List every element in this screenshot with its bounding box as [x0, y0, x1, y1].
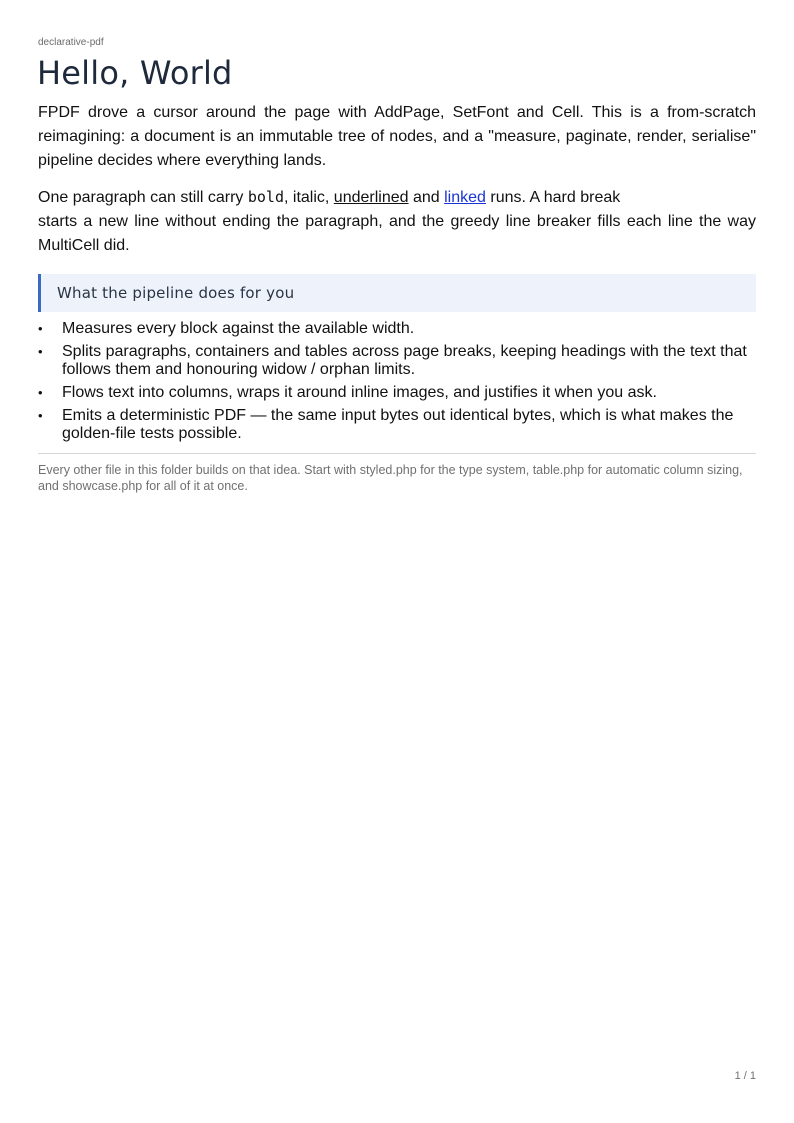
para2-text-4: and: [408, 189, 445, 206]
bold-run: bold: [247, 188, 284, 206]
linked-run[interactable]: linked: [444, 189, 486, 206]
italic-run: italic: [292, 189, 325, 206]
bullet-icon: •: [38, 385, 43, 400]
bullet-icon: •: [38, 408, 43, 423]
page-title: Hello, World: [37, 54, 233, 92]
page-content: [38, 36, 756, 494]
list-item-text: Measures every block against the available width.: [62, 320, 415, 337]
feature-list: [38, 320, 756, 443]
list-item-text: Splits paragraphs, containers and tables across page breaks, keeping headings with the text that follows them and honouring widow / orphan limits.: [62, 343, 747, 378]
formatting-paragraph: [38, 185, 756, 258]
list-item-text: Emits a deterministic PDF — the same input bytes out identical bytes, which is what makes the golden-file tests possible.: [62, 407, 734, 442]
list-item: [38, 320, 756, 338]
bullet-icon: •: [38, 321, 43, 336]
bullet-icon: •: [38, 344, 43, 359]
divider: [38, 453, 756, 454]
list-item: [38, 407, 756, 443]
callout-heading-box: [38, 274, 756, 312]
para2-text-6: starts a new line without ending the paragraph, and the greedy line breaker fills each line the way MultiCell did.: [38, 213, 756, 254]
footnote: Every other file in this folder builds on that idea. Start with styled.php for the type system, table.php for automatic column sizing, and showcase.php for all of it at once.: [38, 463, 743, 493]
callout-title: What the pipeline does for you: [57, 284, 295, 302]
para2-text-1: One paragraph can still carry: [38, 189, 248, 206]
para2-text-3: ,: [324, 189, 334, 206]
intro-paragraph: FPDF drove a cursor around the page with AddPage, SetFont and Cell. This is a from-scratch reimagining: a document is an immutable tree of nodes, and a "measure, paginate, render, serialise" pipeline decides where everything lands.: [38, 104, 756, 169]
para2-text-5: runs. A hard break: [485, 189, 621, 206]
underlined-run: underlined: [333, 189, 409, 206]
list-item: [38, 343, 756, 379]
list-item: [38, 384, 756, 402]
para2-text-2: ,: [284, 189, 293, 206]
page-number: 1 / 1: [734, 1070, 756, 1082]
list-item-text: Flows text into columns, wraps it around inline images, and justifies it when you ask.: [62, 384, 657, 401]
running-header: declarative-pdf: [38, 37, 104, 48]
